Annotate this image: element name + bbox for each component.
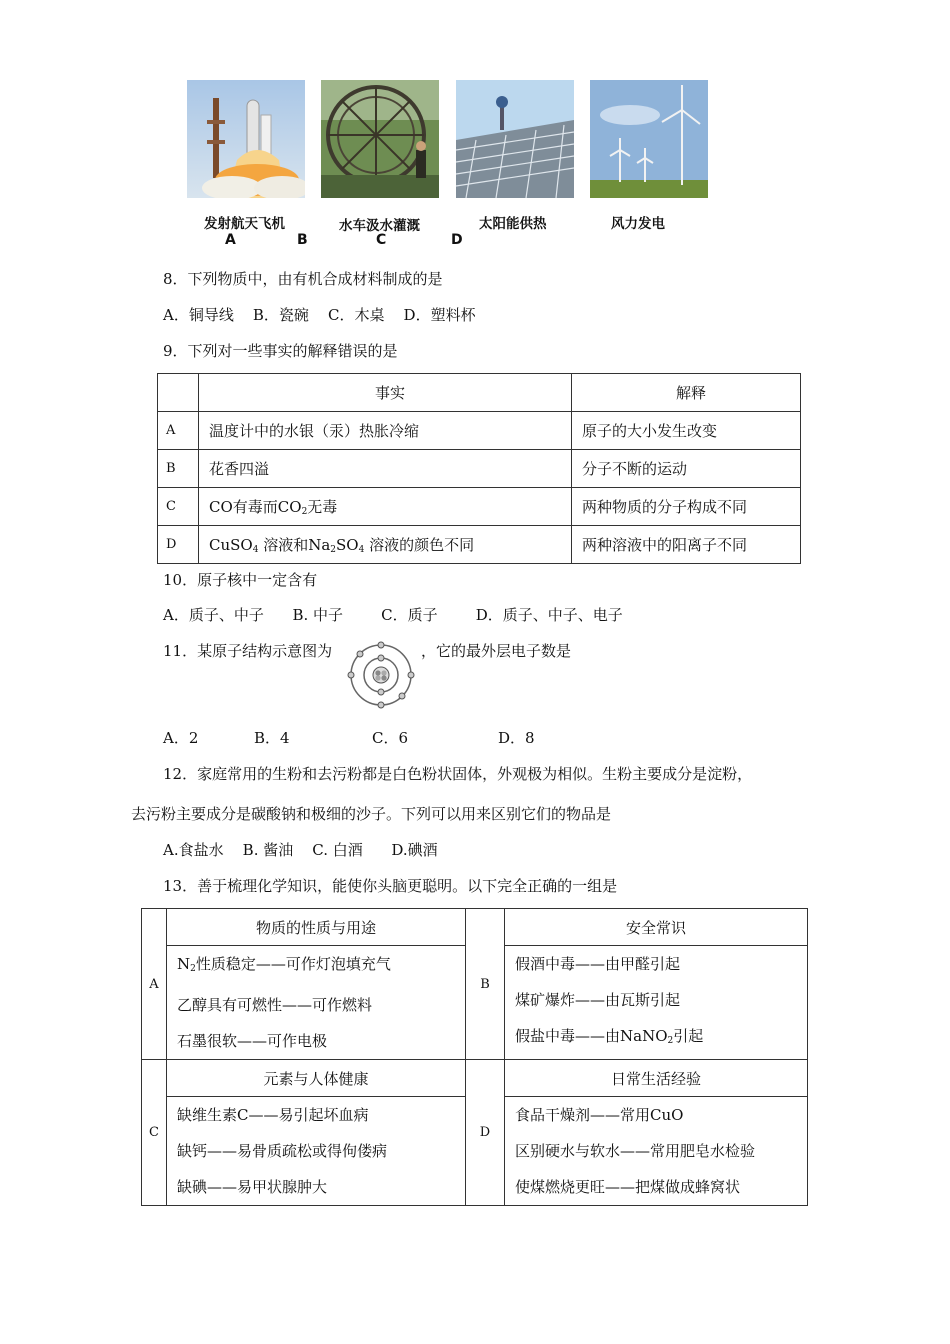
q9-row-label: B [158, 450, 199, 488]
q12-options: A.食盐水 B. 酱油 C. 白酒 D.碘酒 [163, 841, 438, 859]
q9-row-fact: 温度计中的水银（汞）热胀冷缩 [199, 412, 572, 450]
figure-letter-a: A [225, 232, 236, 248]
q13-body-a: $N_2$性质稳定——可作灯泡填充气 乙醇具有可燃性——可作燃料 石墨很软——可作电极 [167, 946, 466, 1060]
q11-stem-tail: ，它的最外层电子数是 [421, 642, 572, 660]
q13-label-c: C [142, 1060, 167, 1206]
q13-label-a: A [142, 909, 167, 1060]
q9-row-explain: 两种物质的分子构成不同 [572, 488, 801, 526]
q11-stem: 11．某原子结构示意图为 [163, 642, 333, 660]
space-shuttle-launch-image [187, 80, 305, 198]
figure-letter-c: C [376, 232, 387, 248]
q9-row-fact: 花香四溢 [199, 450, 572, 488]
q9-row-label: C [158, 488, 199, 526]
waterwheel-irrigation-image [321, 80, 439, 198]
q8-options: A．铜导线 B．瓷碗 C．木桌 D．塑料杯 [163, 306, 476, 324]
figure-caption-b: 水车汲水灌溉 [339, 218, 420, 234]
q9-row-label: A [158, 412, 199, 450]
q9-row-fact: CuSO$_4$ 溶液和$Na_2SO_4$ 溶液的颜色不同 [199, 526, 572, 564]
q11-option-d: D．8 [498, 729, 535, 747]
q13-title-c: 元素与人体健康 [167, 1060, 466, 1097]
q9-row-explain: 原子的大小发生改变 [572, 412, 801, 450]
q9-row-label: D [158, 526, 199, 564]
q12-line2: 去污粉主要成分是碳酸钠和极细的沙子。下列可以用来区别它们的物品是 [131, 805, 612, 823]
q13-title-b: 安全常识 [505, 909, 808, 946]
q9-header-fact: 事实 [199, 374, 572, 412]
q11-option-b: B．4 [254, 729, 290, 747]
q13-label-b: B [466, 909, 505, 1060]
q9-table [157, 373, 801, 564]
atom-structure-icon [346, 640, 416, 710]
q9-row-explain: 分子不断的运动 [572, 450, 801, 488]
figure-letter-d: D [451, 232, 463, 248]
q9-row-fact: CO有毒而$CO_2$无毒 [199, 488, 572, 526]
q13-title-d: 日常生活经验 [505, 1060, 808, 1097]
q9-header-explain: 解释 [572, 374, 801, 412]
figure-caption-c: 太阳能供热 [479, 216, 547, 232]
solar-heating-image [456, 80, 574, 198]
q13-stem: 13．善于梳理化学知识，能使你头脑更聪明。以下完全正确的一组是 [163, 877, 618, 895]
figure-caption-d: 风力发电 [611, 216, 665, 232]
q13-table [141, 908, 808, 1206]
q8-stem: 8．下列物质中，由有机合成材料制成的是 [163, 270, 443, 288]
q10-stem: 10．原子核中一定含有 [163, 571, 318, 589]
figure-letter-b: B [297, 232, 308, 248]
q11-option-a: A．2 [163, 729, 199, 747]
q9-row-explain: 两种溶液中的阳离子不同 [572, 526, 801, 564]
q10-options: A．质子、中子 B. 中子 C．质子 D．质子、中子、电子 [163, 606, 623, 624]
q12-line1: 12．家庭常用的生粉和去污粉都是白色粉状固体，外观极为相似。生粉主要成分是淀粉， [163, 765, 753, 783]
figure-caption-a: 发射航天飞机 [204, 216, 285, 232]
q13-body-c: 缺维生素C——易引起坏血病 缺钙——易骨质疏松或得佝偻病 缺碘——易甲状腺肿大 [167, 1097, 466, 1206]
wind-power-image [590, 80, 708, 198]
q9-stem: 9．下列对一些事实的解释错误的是 [163, 342, 398, 360]
q9-header-blank [158, 374, 199, 412]
q13-body-b: 假酒中毒——由甲醛引起 煤矿爆炸——由瓦斯引起 假盐中毒——由NaNO$_2$引起 [505, 946, 808, 1060]
q11-option-c: C．6 [372, 729, 409, 747]
q13-label-d: D [466, 1060, 505, 1206]
q13-title-a: 物质的性质与用途 [167, 909, 466, 946]
q13-body-d: 食品干燥剂——常用CuO 区别硬水与软水——常用肥皂水检验 使煤燃烧更旺——把煤做成蜂窝状 [505, 1097, 808, 1206]
